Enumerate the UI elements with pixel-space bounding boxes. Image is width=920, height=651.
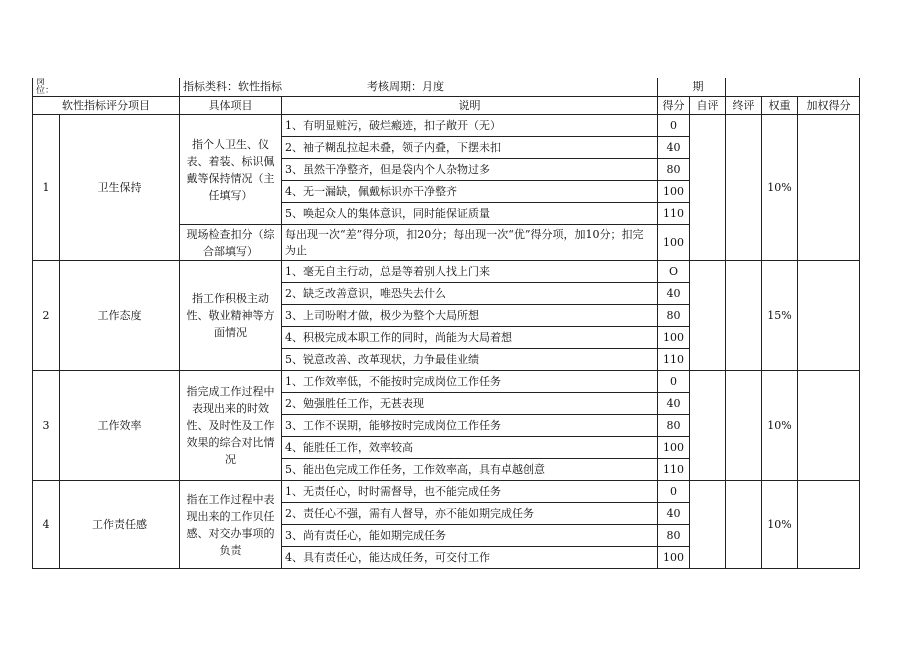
score-cell: 80: [658, 159, 690, 181]
indicator-period-cell: [180, 78, 658, 97]
score-cell: 40: [658, 503, 690, 525]
date-label: 期: [690, 78, 726, 97]
score-cell: 100: [658, 181, 690, 203]
description-cell: 4、能胜任工作，效率较高: [282, 437, 658, 459]
description-cell: 1、有明显赃污，破烂瘢迹，扣子敞开（无）: [282, 115, 658, 137]
score-cell: 0: [658, 371, 690, 393]
top-info-row: [33, 78, 860, 97]
detail-cell: 指在工作过程中表现出来的工作贝任感、对交办事项的负责: [180, 481, 282, 569]
description-cell: 2、缺乏改善意识，唯恐失去什么: [282, 283, 658, 305]
score-cell: 100: [658, 225, 690, 261]
header-row: [33, 97, 860, 115]
table-row: [33, 481, 860, 503]
weight-cell: 10%: [762, 481, 798, 569]
score-cell: 100: [658, 547, 690, 569]
detail-cell: 指完成工作过程中表现出来的时效性、及时性及工作效果的综合对比情况: [180, 371, 282, 481]
score-cell: O: [658, 261, 690, 283]
header-score: 得分: [658, 97, 690, 115]
section-number: 4: [33, 481, 60, 569]
score-cell: 100: [658, 327, 690, 349]
detail-cell: 现场检查扣分（综合部填写）: [180, 225, 282, 261]
description-cell: 5、能出色完成工作任务，工作效率高，具有卓越创意: [282, 459, 658, 481]
position-label: 岗位：: [33, 78, 60, 97]
score-cell: 110: [658, 349, 690, 371]
table-row: [33, 261, 860, 283]
score-cell: 0: [658, 481, 690, 503]
description-cell: 3、尚有责任心，能如期完成任务: [282, 525, 658, 547]
description-cell: 2、责任心不强，需有人督导，亦不能如期完成任务: [282, 503, 658, 525]
description-cell: 4、积极完成本职工作的同时，尚能为大局着想: [282, 327, 658, 349]
detail-cell: 指工作积极主动性、敬业精神等方面情况: [180, 261, 282, 371]
header-final: 终评: [726, 97, 762, 115]
score-cell: 100: [658, 437, 690, 459]
final-eval-cell[interactable]: [726, 481, 762, 569]
score-cell: 110: [658, 203, 690, 225]
header-self: 自评: [690, 97, 726, 115]
header-item: 软性指标评分项目: [33, 97, 180, 115]
description-cell: 3、虽然干净整齐，但是袋内个人杂物过多: [282, 159, 658, 181]
final-eval-cell[interactable]: [726, 371, 762, 481]
section-name: 工作态度: [60, 261, 180, 371]
weight-cell: 10%: [762, 115, 798, 261]
weighted-score-cell[interactable]: [798, 261, 860, 371]
self-eval-cell[interactable]: [690, 115, 726, 261]
section-number: 2: [33, 261, 60, 371]
self-eval-cell[interactable]: [690, 261, 726, 371]
description-cell: 5、锐意改善、改革现状，力争最佳业绩: [282, 349, 658, 371]
evaluation-table: [32, 78, 860, 569]
section-number: 1: [33, 115, 60, 261]
section-name: 卫生保持: [60, 115, 180, 261]
final-eval-cell[interactable]: [726, 115, 762, 261]
self-eval-cell[interactable]: [690, 371, 726, 481]
weighted-score-cell[interactable]: [798, 371, 860, 481]
header-weighted: 加权得分: [798, 97, 860, 115]
section-name: 工作责任感: [60, 481, 180, 569]
table-row: [33, 115, 860, 137]
description-cell: 2、袖子糊乱拉起未叠，领子内叠，下摆未扣: [282, 137, 658, 159]
header-weight: 权重: [762, 97, 798, 115]
header-detail: 具体项目: [180, 97, 282, 115]
description-cell: 1、无责任心，时时需督导，也不能完成任务: [282, 481, 658, 503]
indicator-type: 指标类科：软性指标: [183, 80, 282, 93]
weight-cell: 10%: [762, 371, 798, 481]
self-eval-cell[interactable]: [690, 481, 726, 569]
header-desc: 说明: [282, 97, 658, 115]
description-cell: 4、具有责任心，能达成任务，可交付工作: [282, 547, 658, 569]
section-number: 3: [33, 371, 60, 481]
score-cell: 80: [658, 415, 690, 437]
description-cell: 1、毫无自主行动，总是等着别人找上门来: [282, 261, 658, 283]
description-cell: 1、工作效率低，不能按时完成岗位工作任务: [282, 371, 658, 393]
detail-cell: 指个人卫生、仪表、着装、标识佩戴等保持情况（主任填写）: [180, 115, 282, 225]
score-cell: 0: [658, 115, 690, 137]
score-cell: 110: [658, 459, 690, 481]
description-cell: 4、无一漏缺，佩戴标识亦干净整齐: [282, 181, 658, 203]
weighted-score-cell[interactable]: [798, 115, 860, 261]
description-cell: 3、工作不误期，能够按时完成岗位工作任务: [282, 415, 658, 437]
score-cell: 40: [658, 283, 690, 305]
description-cell: 3、上司吩咐才做，极少为整个大局所想: [282, 305, 658, 327]
score-cell: 80: [658, 305, 690, 327]
description-cell: 5、唤起众人的集体意识，同时能保证质量: [282, 203, 658, 225]
score-cell: 80: [658, 525, 690, 547]
description-cell: 每出现一次“差”得分项，扣20分；每出现一次“优”得分项，加10分；扣完为止: [282, 225, 658, 261]
section-name: 工作效率: [60, 371, 180, 481]
score-cell: 40: [658, 137, 690, 159]
weight-cell: 15%: [762, 261, 798, 371]
weighted-score-cell[interactable]: [798, 481, 860, 569]
final-eval-cell[interactable]: [726, 261, 762, 371]
description-cell: 2、勉强胜任工作，无甚表现: [282, 393, 658, 415]
table-row: [33, 371, 860, 393]
assessment-period: 考核周期：月度: [367, 80, 444, 93]
score-cell: 40: [658, 393, 690, 415]
